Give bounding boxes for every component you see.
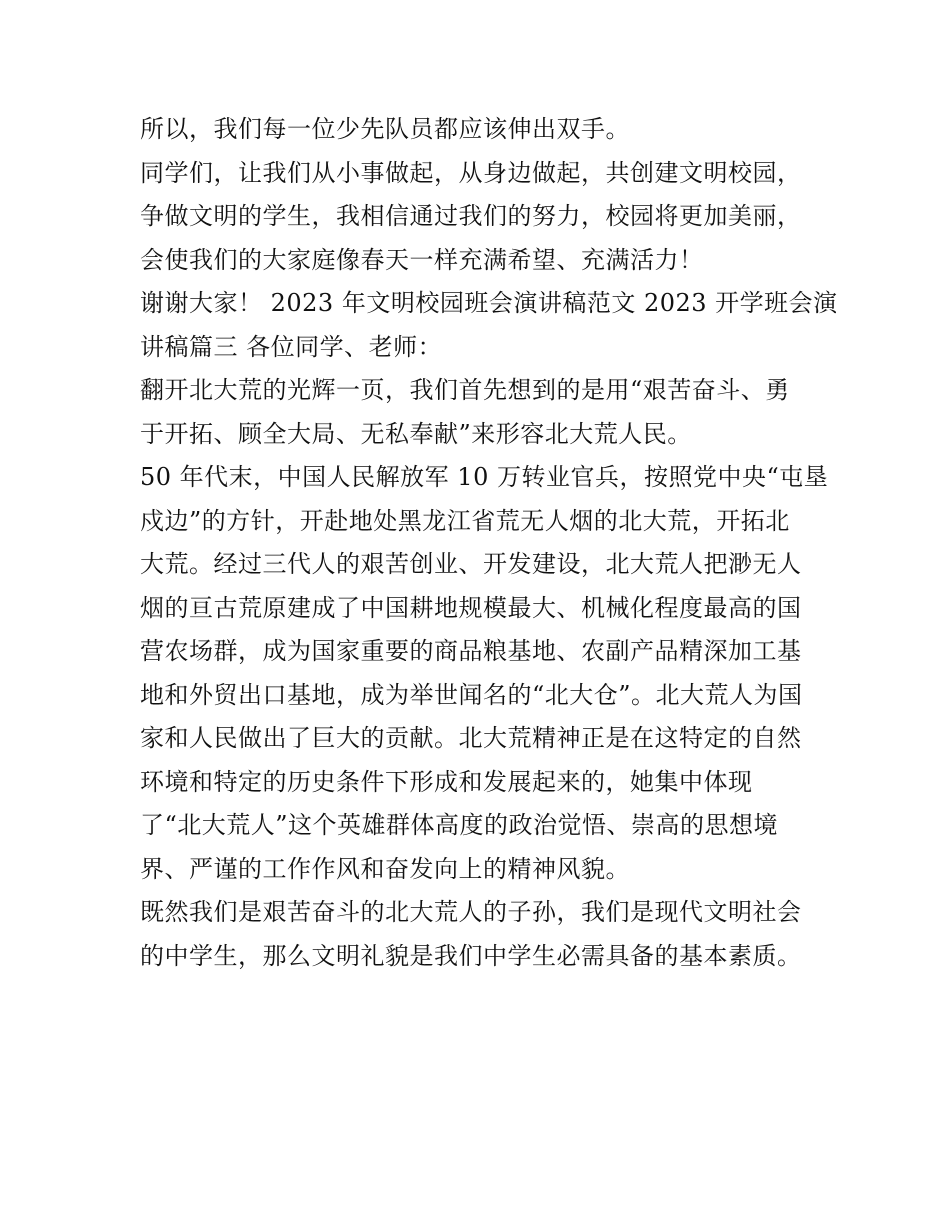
text-line: 环境和特定的历史条件下形成和发展起来的，她集中体现 <box>140 767 753 796</box>
text-line: 了“北大荒人”这个英雄群体高度的政治觉悟、崇高的思想境 <box>140 811 779 839</box>
text-line: 地和外贸出口基地，成为举世闻名的“北大仓”。北大荒人为国 <box>140 680 803 709</box>
text-line: 50 年代末，中国人民解放军 10 万转业官兵，按照党中央“屯垦 <box>140 463 829 491</box>
text-line: 既然我们是艰苦奋斗的北大荒人的子孙，我们是现代文明社会 <box>140 898 802 926</box>
text-line: 烟的亘古荒原建成了中国耕地规模最大、机械化程度最高的国 <box>140 593 802 622</box>
text-line: 讲稿篇三 各位同学、老师： <box>140 332 443 361</box>
text-line: 同学们，让我们从小事做起，从身边做起，共创建文明校园， <box>140 158 802 187</box>
text-line: 谢谢大家！ 2023 年文明校园班会演讲稿范文 2023 开学班会演 <box>140 289 838 317</box>
text-line: 大荒。经过三代人的艰苦创业、开发建设，北大荒人把渺无人 <box>140 550 802 578</box>
text-line: 的中学生，那么文明礼貌是我们中学生必需具备的基本素质。 <box>140 941 802 970</box>
text-line: 营农场群，成为国家重要的商品粮基地、农副产品精深加工基 <box>140 637 802 665</box>
text-line: 戍边”的方针，开赴地处黑龙江省荒无人烟的北大荒，开拓北 <box>140 506 790 535</box>
text-line: 界、严谨的工作作风和奋发向上的精神风貌。 <box>140 854 630 883</box>
text-line: 翻开北大荒的光辉一页，我们首先想到的是用“艰苦奋斗、勇 <box>140 376 790 404</box>
body-text <box>140 108 838 978</box>
text-line: 家和人民做出了巨大的贡献。北大荒精神正是在这特定的自然 <box>140 724 802 752</box>
text-line: 所以，我们每一位少先队员都应该伸出双手。 <box>140 115 630 143</box>
text-line: 会使我们的大家庭像春天一样充满希望、充满活力！ <box>140 245 704 274</box>
text-line: 争做文明的学生，我相信通过我们的努力，校园将更加美丽， <box>140 202 802 230</box>
text-line: 于开拓、顾全大局、无私奉献”来形容北大荒人民。 <box>140 419 692 448</box>
